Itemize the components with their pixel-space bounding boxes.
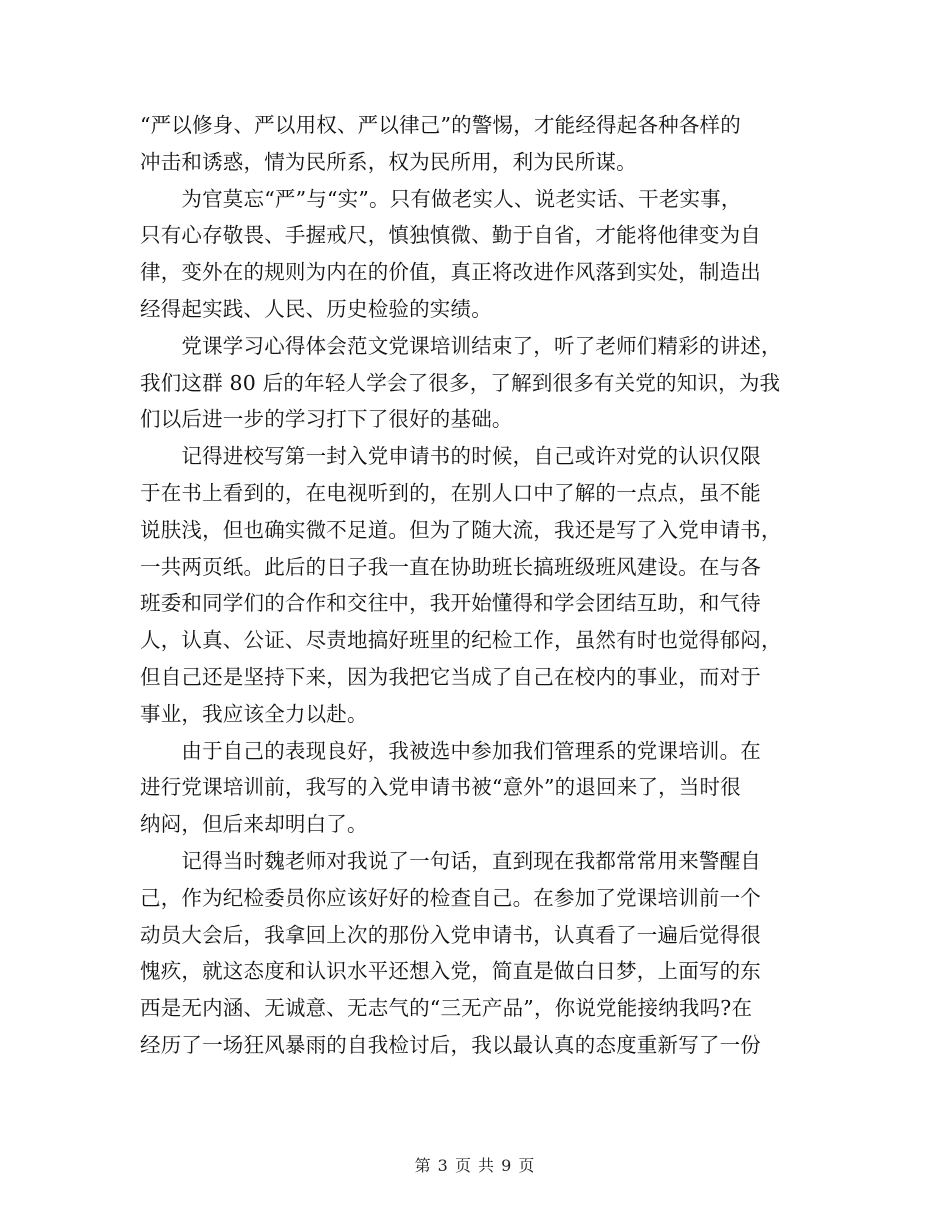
text-line: 记得当时魏老师对我说了一句话，直到现在我都常常用来警醒自 [140,848,761,873]
body-text [140,107,812,1064]
text-line: 说肤浅，但也确实微不足道。但为了随大流，我还是写了入党申请书， [140,517,782,542]
text-line: 事业，我应该全力以赴。 [140,701,368,726]
text-line: 由于自己的表现良好，我被选中参加我们管理系的党课培训。在 [140,738,761,763]
text-line: 们以后进一步的学习打下了很好的基础。 [140,407,513,432]
text-line: 但自己还是坚持下来，因为我把它当成了自己在校内的事业，而对于 [140,664,761,689]
text-line: 人，认真、公证、尽责地搞好班里的纪检工作，虽然有时也觉得郁闷， [140,628,782,653]
text-line: 于在书上看到的，在电视听到的，在别人口中了解的一点点，虽不能 [140,480,761,505]
page-footer: 第 3 页 共 9 页 [414,1156,536,1175]
text-line: 愧疚，就这态度和认识水平还想入党，简直是做白日梦，上面写的东 [140,959,761,984]
text-line: 为官莫忘“严”与“实”。只有做老实人、说老实话、干老实事， [140,186,742,211]
text-line: 一共两页纸。此后的日子我一直在协助班长搞班级班风建设。在与各 [140,554,761,579]
text-line: 经得起实践、人民、历史检验的实绩。 [140,296,492,321]
text-line: 经历了一场狂风暴雨的自我检讨后，我以最认真的态度重新写了一份 [140,1032,761,1057]
text-line: 班委和同学们的合作和交往中，我开始懂得和学会团结互助，和气待 [140,591,761,616]
text-line: 纳闷，但后来却明白了。 [140,812,368,837]
text-line: 动员大会后，我拿回上次的那份入党申请书，认真看了一遍后觉得很 [140,922,761,947]
text-line: 只有心存敬畏、手握戒尺，慎独慎微、勤于自省，才能将他律变为自 [140,223,761,248]
text-line: 进行党课培训前，我写的入党申请书被“意外”的退回来了，当时很 [140,775,741,800]
text-line: “严以修身、严以用权、严以律己”的警惕，才能经得起各种各样的 [140,113,741,137]
text-line: 记得进校写第一封入党申请书的时候，自己或许对党的认识仅限 [140,444,761,469]
text-line: 党课学习心得体会范文党课培训结束了，听了老师们精彩的讲述， [140,333,782,358]
text-line: 律，变外在的规则为内在的价值，真正将改进作风落到实处，制造出 [140,260,761,285]
text-line: 己，作为纪检委员你应该好好的检查自己。在参加了党课培训前一个 [140,885,761,910]
text-line: 我们这群 80 后的年轻人学会了很多，了解到很多有关党的知识，为我 [140,370,781,395]
text-line: 西是无内涵、无诚意、无志气的“三无产品”，你说党能接纳我吗?在 [140,996,753,1021]
text-line: 冲击和诱惑，情为民所系，权为民所用，利为民所谋。 [140,149,637,174]
